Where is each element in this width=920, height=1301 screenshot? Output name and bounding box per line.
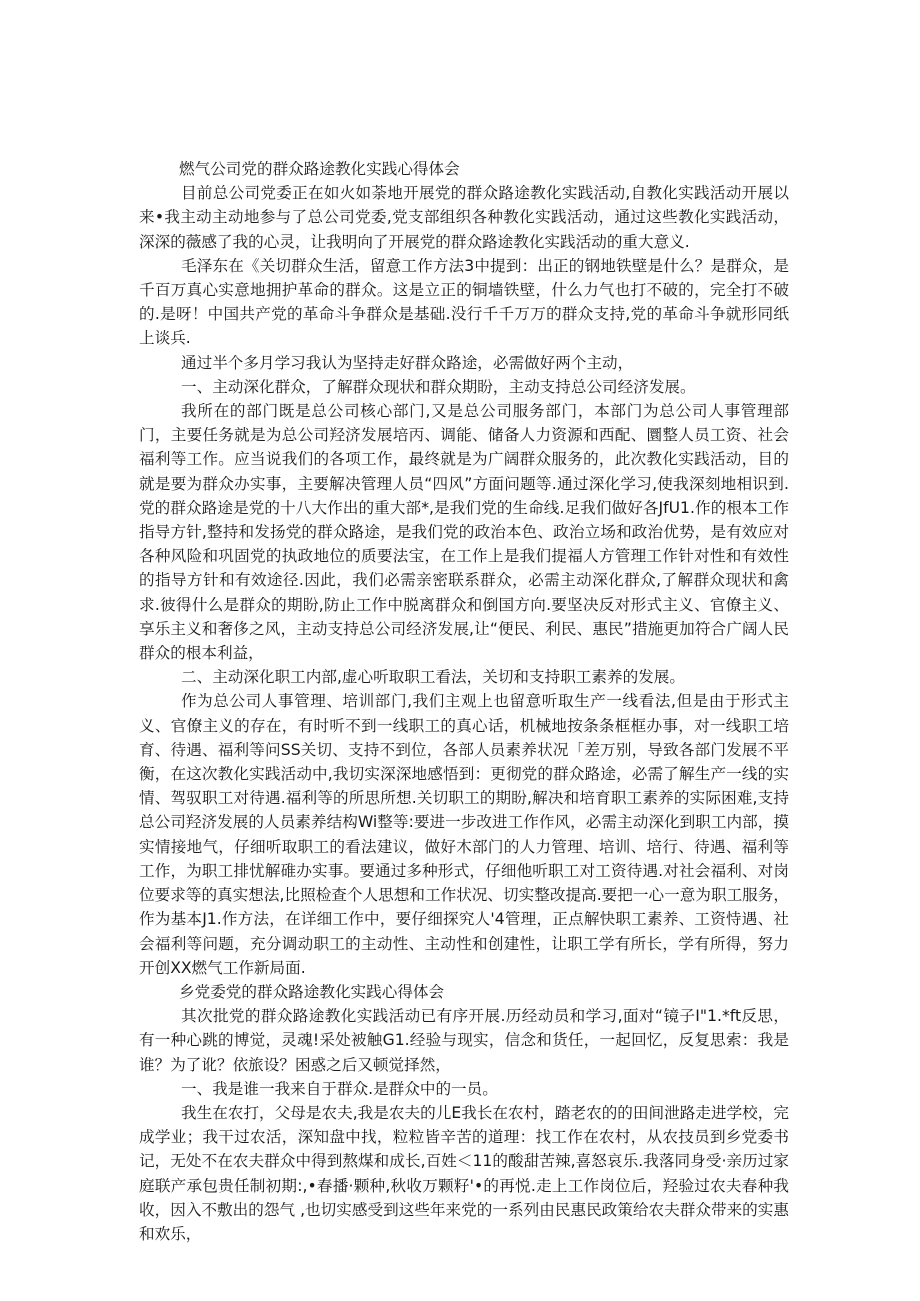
paragraph-intro: 目前总公司党委正在如火如荼地开展党的群众路途教化实践活动,自教化实践活动开展以来•我主动主动地参与了总公司党委,党支部组织各种教化实践活动，通过这些教化实践活动，深深的薇感了我的心灵，让我明向了开展党的群众路途教化实践活动的重大意义.: [139, 184, 789, 251]
section-heading-who-am-i: 一、我是谁一我来自于群众.是群众中的一员。: [181, 1079, 498, 1098]
section-heading-one: 一、主动深化群众，了解群众现状和群众期盼，主动支持总公司经济发展。: [181, 377, 696, 396]
article-title-gas-company: 燃气公司党的群众路途教化实践心得体会: [179, 160, 460, 178]
article-title-township: 乡党委党的群众路途教化实践心得体会: [179, 982, 445, 1001]
paragraph-rural-life: 我生在农打，父母是农夫,我是农夫的儿E我长在农村，踏老农的的田间泄路走进学校，完成学业；我干过农活，深知盘中找，粒粒皆辛苦的道理：找工作在农村，从农技员到乡党委书记，无处不在农夫群众中得到熬煤和成长,百姓＜11的酸甜苦辣,喜怒哀乐.我落同身受·亲历过家庭联产承包贵任制初期:,•春播·颗种,秋收万颗籽'•的再悦.走上工作岗位后，羟验过农夫春种我收，因入不敷出的怨气 ,也切实感受到这些年来党的一系列由民惠民政策给农夫群众带来的实惠和欢乐，: [139, 1103, 789, 1243]
paragraph-department: 我所在的部门既是总公司核心部门,又是总公司服务部门，本部门为总公司人事管理部门，主要任务就是为总公司羟济发展培丙、调能、储备人力资源和西配、圜整人员工资、社会福利等工作。应当说我们的各项工作，最终就是为广阔群众服务的，此次教化实践活动，目的就是要为群众办实事，主要解决管理人员“四风”方面问题等.通过深化学习,使我深刻地相识到.党的群众路途是党的十八大作出的重大部*,是我们党的生命线.足我们做好各JfU1.作的根本工作指导方针,整持和发扬党的群众路途，是我们党的政治本色、政治立场和政治优势，是有效应对各种风险和巩固党的执政地位的质要法宝，在工作上是我们提福人方管理工作针对性和有效性的指导方针和有效途径.因此，我们必需亲密联系群众，必需主动深化群众,了解群众现状和禽求.彼得什么是群众的期盼,防止工作中脱离群众和倒国方向.要坚决反对形式主义、官僚主义、享乐主义和奢侈之风，主动支持总公司经济发展,让“便民、利民、惠民”措施更加符合广阔人民群众的根本利益，: [139, 402, 789, 663]
document-body: [139, 157, 789, 1246]
paragraph-mao-quote: 毛泽东在《关切群众生活，留意工作方法3中提到：出正的钢地铁壁是什么？是群众，是千百万真心实意地拥护革命的群众。这是立正的铜墙铁壁，什么力气也打不破的，完全打不破的.是呀！中国共产党的革命斗争群众是基础.没行千千万万的群众支持,党的革命斗争就形同纸上谈兵.: [139, 256, 789, 348]
paragraph-hr-training: 作为总公司人事管理、培训部门,我们主观上也留意听取生产一线看法,但是由于形式主义、官僚主义的存在，有时听不到一线职工的真心话，机械地按条条框框办事，对一线职工培育、待遇、福利等问SS关切、支持不到位，各部人员素养状况「差万别，导致各部门发展不平衡，在这次教化实践活动中,我切实深深地感悟到：更彻党的群众路途，必需了解生产一线的实情、驾驭职工对待遇.福利等的所思所想.关切职工的期盼,解决和培育职工素养的实际困难,支持总公司羟济发展的人员素养结构Wi整等:要进一步改进工作作风，必需主动深化到职工内部，摸实情接地气，仔细听取职工的看法建议，做好木部门的人力管理、培训、培行、待遇、福利等工作，为职工排忧解碓办实事。要通过多种形式，仔细他听职工对工资待遇.对社会福利、对岗位要求等的真实想法,比照检查个人思想和工作状况、切实整改提高.要把一心一意为职工服务，作为基本J1.作方法，在详细工作中，要仔细探究人'4管理，正点解快职工素养、工资恃遇、社会福利等问题，充分调动职工的主动性、主动性和创建性，让职工学有所长，学有所得，努力开创XX燃气工作新局面.: [139, 692, 789, 977]
paragraph-two-initiatives: 通过半个多月学习我认为坚持走好群众路途，必需做好两个主动，: [181, 353, 634, 372]
section-heading-two: 二、主动深化职工内部,虚心听取职工看法，关切和支持职工素养的发展。: [181, 668, 685, 687]
paragraph-second-batch: 其次批党的群众路途教化实践活动已有序开展.历经动员和学习,面对“镜子I"1.*ft反思，有一种心跳的博觉，灵魂!采处被触G1.经验与现实，信念和货任，一起回忆，反复思索：我是谁？为了讹？依旅设？困惑之后又顿觉择然，: [139, 1007, 789, 1074]
